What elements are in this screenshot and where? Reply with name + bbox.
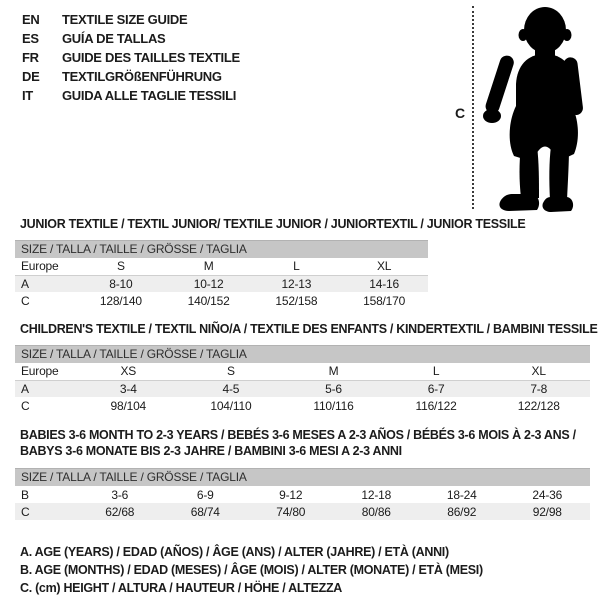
size-value-cell: 86/92 [447, 504, 477, 519]
junior-table-title: JUNIOR TEXTILE / TEXTIL JUNIOR/ TEXTILE JUNIOR / JUNIORTEXTIL / JUNIOR TESSILE [20, 217, 526, 231]
size-value-cell: 158/170 [363, 293, 406, 308]
size-value-cell: 14-16 [369, 276, 399, 291]
table-row [15, 292, 428, 309]
toddler-silhouette-icon [477, 4, 589, 212]
size-value-cell: 80/86 [361, 504, 391, 519]
size-value-cell: L [385, 363, 488, 380]
language-list [22, 10, 240, 105]
legend-height-cm: C. (cm) HEIGHT / ALTURA / HAUTEUR / HÖHE / ALTEZZA [20, 581, 343, 595]
junior-textile-section [15, 216, 526, 309]
language-row [22, 29, 240, 48]
size-value-cell: 128/140 [99, 293, 142, 308]
size-value-cell: 10-12 [193, 276, 224, 291]
size-value-cell: 6-9 [196, 487, 214, 502]
row-label-cell: C [21, 293, 30, 308]
babies-size-table [15, 468, 590, 520]
size-value-cell: 3-6 [111, 487, 129, 502]
language-code: IT [22, 88, 33, 103]
row-label-cell: A [21, 276, 29, 291]
babies-table-title-line2: BABYS 3-6 MONATE BIS 2-3 JAHRE / BAMBINI 3-6 MESI A 2-3 ANNI [20, 444, 402, 458]
language-row [22, 10, 240, 29]
table-row [15, 503, 590, 520]
size-value-cell: 6-7 [427, 381, 445, 396]
language-label: GUIDE DES TAILLES TEXTILE [62, 50, 240, 65]
size-value-cell: S [180, 363, 283, 380]
size-value-cell: 74/80 [276, 504, 306, 519]
row-label-cell: C [21, 504, 30, 519]
legend-age-months: B. AGE (MONTHS) / EDAD (MESES) / ÂGE (MOIS) / ALTER (MONATE) / ETÀ (MESI) [20, 563, 483, 577]
size-value-cell: 8-10 [109, 276, 133, 291]
size-value-cell: 92/98 [532, 504, 562, 519]
size-value-cell: 7-8 [530, 381, 548, 396]
size-value-cell: 98/104 [110, 398, 147, 413]
measurement-legend [20, 543, 483, 597]
size-table-header: SIZE / TALLA / TAILLE / GRÖSSE / TAGLIA [15, 468, 590, 486]
size-value-cell: 18-24 [446, 487, 477, 502]
table-row [15, 380, 590, 397]
size-value-cell: 152/158 [275, 293, 318, 308]
language-label: TEXTILE SIZE GUIDE [62, 12, 188, 27]
language-row [22, 67, 240, 86]
size-value-cell: 9-12 [279, 487, 303, 502]
table-row [15, 258, 428, 275]
size-value-cell: S [77, 258, 165, 275]
language-label: GUÍA DE TALLAS [62, 31, 166, 46]
row-label-cell: Europe [15, 363, 77, 380]
height-measure-label: C [455, 105, 466, 121]
size-value-cell: XL [340, 258, 428, 275]
language-row [22, 86, 240, 105]
language-code: EN [22, 12, 40, 27]
size-value-cell: L [253, 258, 341, 275]
size-value-cell: 62/68 [105, 504, 135, 519]
size-value-cell: XL [487, 363, 590, 380]
language-row [22, 48, 240, 67]
children-size-table [15, 345, 590, 414]
size-value-cell: 4-5 [222, 381, 240, 396]
language-label: TEXTILGRÖßENFÜHRUNG [62, 69, 222, 84]
size-value-cell: 110/116 [313, 398, 354, 413]
size-value-cell: XS [77, 363, 180, 380]
row-label-cell: C [21, 398, 30, 413]
size-value-cell: M [165, 258, 253, 275]
size-table-header: SIZE / TALLA / TAILLE / GRÖSSE / TAGLIA [15, 345, 590, 363]
size-value-cell: 104/110 [210, 398, 252, 413]
size-value-cell: 3-4 [119, 381, 137, 396]
size-value-cell: 122/128 [517, 398, 560, 413]
size-table-header: SIZE / TALLA / TAILLE / GRÖSSE / TAGLIA [15, 240, 428, 258]
table-row [15, 363, 590, 380]
size-value-cell: 12-13 [281, 276, 312, 291]
language-code: FR [22, 50, 39, 65]
size-value-cell: 140/152 [187, 293, 230, 308]
children-table-title: CHILDREN'S TEXTILE / TEXTIL NIÑO/A / TEXTILE DES ENFANTS / KINDERTEXTIL / BAMBINI TESSILE [20, 322, 598, 336]
babies-table-title-line1: BABIES 3-6 MONTH TO 2-3 YEARS / BEBÉS 3-6 MESES A 2-3 AÑOS / BÉBÉS 3-6 MOIS À 2-3 ANS / [20, 428, 576, 442]
children-textile-section [15, 321, 598, 414]
size-value-cell: 24-36 [532, 487, 563, 502]
junior-size-table [15, 240, 428, 309]
size-value-cell: 12-18 [361, 487, 392, 502]
row-label-cell: Europe [15, 258, 77, 275]
row-label-cell: A [21, 381, 29, 396]
legend-age-years: A. AGE (YEARS) / EDAD (AÑOS) / ÂGE (ANS) / ALTER (JAHRE) / ETÀ (ANNI) [20, 545, 449, 559]
language-code: DE [22, 69, 40, 84]
language-label: GUIDA ALLE TAGLIE TESSILI [62, 88, 237, 103]
size-value-cell: 68/74 [190, 504, 220, 519]
size-value-cell: 116/122 [415, 398, 457, 413]
table-row [15, 275, 428, 292]
language-code: ES [22, 31, 39, 46]
height-measure-dotted-line [472, 6, 474, 209]
table-row [15, 397, 590, 414]
size-value-cell: M [282, 363, 385, 380]
row-label-cell: B [21, 487, 29, 502]
table-row [15, 486, 590, 503]
size-value-cell: 5-6 [325, 381, 342, 396]
babies-textile-section [15, 427, 590, 520]
